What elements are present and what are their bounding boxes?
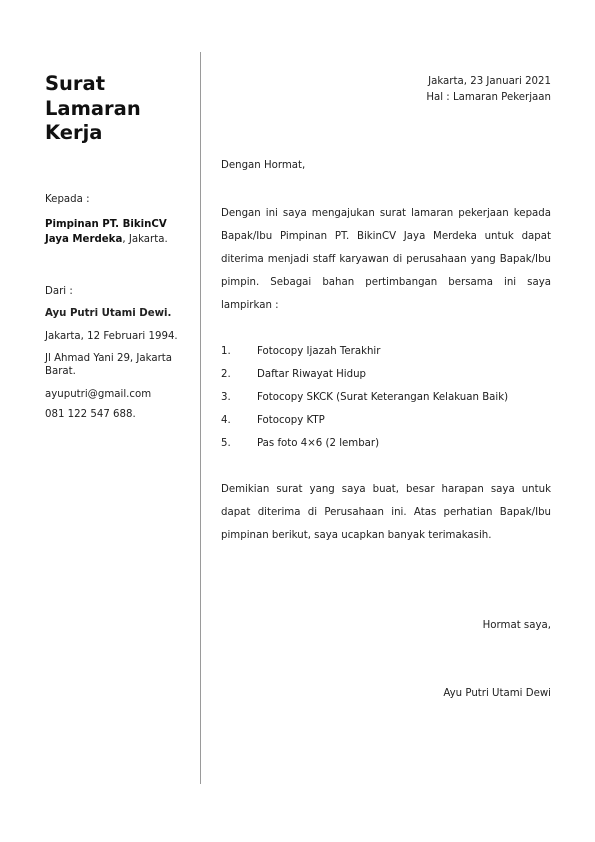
list-item (221, 363, 551, 386)
title-line-2: Lamaran (45, 96, 141, 120)
list-number: 3. (221, 392, 231, 403)
list-item (221, 409, 551, 432)
regards: Hormat saya, (482, 620, 551, 631)
document-title (45, 72, 195, 146)
sender-name: Ayu Putri Utami Dewi. (45, 308, 172, 319)
closing-paragraph: Demikian surat yang saya buat, besar harapan saya untuk dapat diterima di Perusahaan ini. Atas perhatian Bapak/Ibu pimpinan berikut, saya ucapkan banyak terimakasih. (221, 484, 551, 541)
intro-paragraph: Dengan ini saya mengajukan surat lamaran pekerjaan kepada Bapak/Ibu Pimpinan PT. BikinCV Jaya Merdeka untuk dapat diterima menjadi staff karyawan di perusahaan yang Bapak/Ibu pimpin. Sebagai bahan pertimbangan bersama ini saya lampirkan : (221, 208, 551, 311)
title-line-3: Kerja (45, 121, 103, 144)
recipient-company-1: Pimpinan PT. BikinCV (45, 219, 167, 230)
list-text: Fotocopy KTP (257, 415, 325, 426)
list-item (221, 386, 551, 409)
list-text: Pas foto 4×6 (2 lembar) (257, 438, 380, 449)
list-number: 4. (221, 415, 231, 426)
recipient-line-1 (45, 217, 167, 232)
greeting: Dengan Hormat, (221, 160, 306, 171)
list-text: Daftar Riwayat Hidup (257, 369, 367, 380)
list-text: Fotocopy SKCK (Surat Keterangan Kelakuan Baik) (257, 392, 509, 403)
signature-name: Ayu Putri Utami Dewi (443, 688, 551, 699)
list-number: 5. (221, 438, 231, 449)
list-item (221, 432, 551, 455)
kepada-label: Kepada : (45, 194, 90, 205)
list-item (221, 340, 551, 363)
list-number: 1. (221, 346, 231, 357)
list-text: Fotocopy Ijazah Terakhir (257, 346, 381, 357)
attachments-list (221, 340, 551, 455)
dari-label: Dari : (45, 286, 73, 297)
sender-email: ayuputri@gmail.com (45, 389, 152, 400)
recipient-company-2: Jaya Merdeka (45, 234, 123, 245)
sender-birth: Jakarta, 12 Februari 1994. (45, 331, 178, 342)
sender-address-line-1: Jl Ahmad Yani 29, Jakarta (45, 353, 173, 364)
recipient-line-2 (45, 232, 168, 247)
sidebar (45, 72, 195, 146)
title-line-1: Surat (45, 72, 106, 95)
sender-address-line-2: Barat. (45, 366, 76, 377)
subject-line: Hal : Lamaran Pekerjaan (426, 92, 551, 103)
vertical-divider (200, 52, 201, 784)
list-number: 2. (221, 369, 231, 380)
place-date: Jakarta, 23 Januari 2021 (428, 76, 551, 87)
sender-phone: 081 122 547 688. (45, 409, 136, 420)
recipient-city: , Jakarta. (122, 234, 168, 245)
